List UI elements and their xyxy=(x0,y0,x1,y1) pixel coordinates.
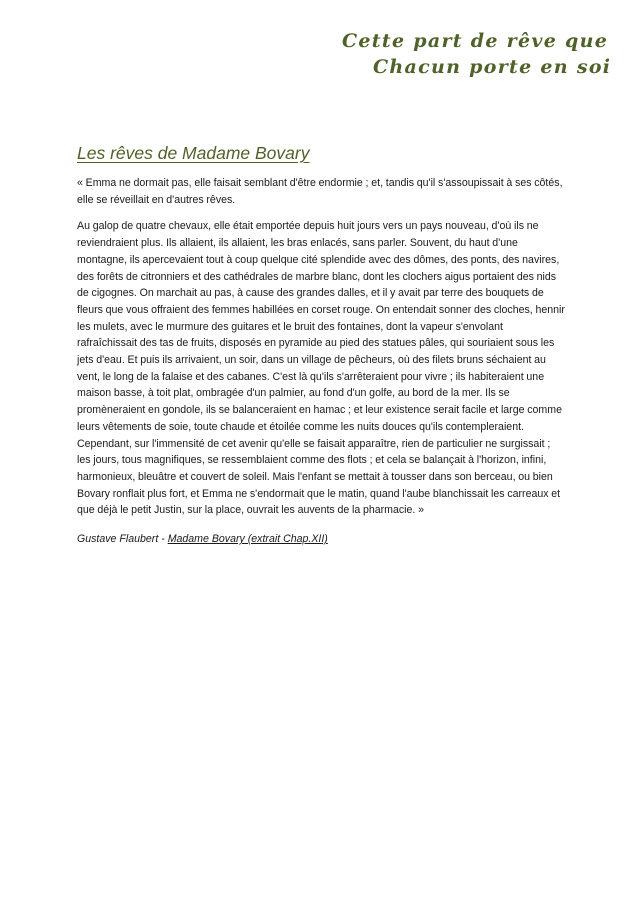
citation-work-link[interactable]: Madame Bovary (extrait Chap.XII) xyxy=(167,533,328,546)
article xyxy=(77,142,565,547)
paragraph-body: Au galop de quatre chevaux, elle était emportée depuis huit jours vers un pays nouveau, d'où ils ne reviendraient plus. Ils allaient, ils allaient, les bras enlacés, sans parler. Souvent, du haut d'une montagne, ils apercevaient tout à coup quelque cité splendide avec des dômes, des ponts, des navires, des forêts de citronniers et des cathédrales de marbre blanc, dont les clochers aigus portaient des nids de cigognes. On marchait au pas, à cause des grandes dalles, et il y avait par terre des bouquets de fleurs que vous offraient des femmes habillées en corset rouge. On entendait sonner des cloches, hennir les mulets, avec le murmure des guitares et le bruit des fontaines, dont la vapeur s'envolant rafraîchissait des tas de fruits, disposés en pyramide au pied des statues pâles, qui souriaient sous les jets d'eau. Et puis ils arrivaient, un soir, dans un village de pêcheurs, où des filets bruns séchaient au vent, le long de la falaise et des cabanes. C'est là qu'ils s'arrêteraient pour vivre ; ils habiteraient une maison basse, à toit plat, ombragée d'un palmier, au fond d'un golfe, au bord de la mer. Ils se promèneraient en gondole, ils se balanceraient en hamac ; et leur existence serait facile et large comme leurs vêtements de soie, toute chaude et étoilée comme les nuits douces qu'ils contempleraient. Cependant, sur l'immensité de cet avenir qu'elle se faisait apparaître, rien de particulier ne surgissait ; les jours, tous magnifiques, se ressemblaient comme des flots ; et cela se balançait à l'horizon, infini, harmonieux, bleuâtre et couvert de soleil. Mais l'enfant se mettait à tousser dans son berceau, ou bien Bovary ronflait plus fort, et Emma ne s'endormait que le matin, quand l'aube blanchissait les carreaux et que déjà le petit Justin, sur la place, ouvrait les auvents de la pharmacie. » xyxy=(77,220,565,517)
header-quote-line-2: Chacun porte en soi xyxy=(373,56,612,78)
paragraph-intro: « Emma ne dormait pas, elle faisait semblant d'être endormie ; et, tandis qu'il s'assoupissait à ses côtés, elle se réveillait en d'autres rêves. xyxy=(77,177,563,206)
header-quote xyxy=(250,28,612,80)
citation-author: Gustave Flaubert - xyxy=(77,533,168,546)
citation xyxy=(77,531,565,547)
article-title: Les rêves de Madame Bovary xyxy=(77,143,310,163)
header-quote-line-1: Cette part de rêve que xyxy=(342,30,609,52)
